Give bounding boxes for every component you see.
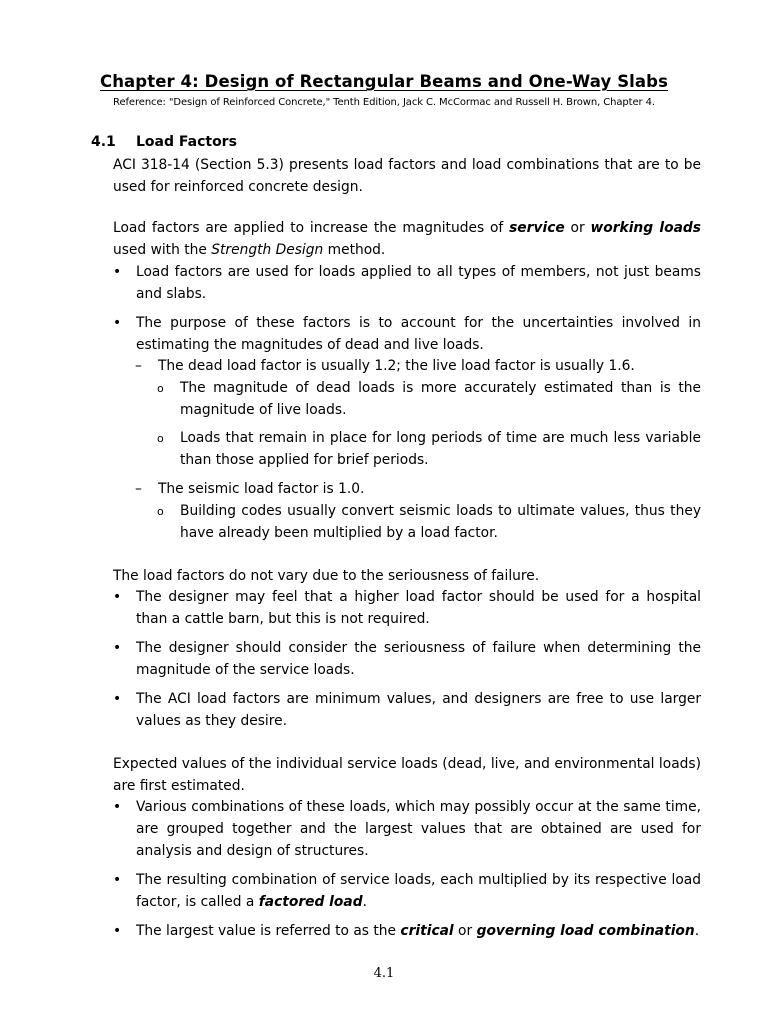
paragraph-seriousness: The load factors do not vary due to the seriousness of failure. [113, 568, 540, 584]
text-span: . [362, 893, 367, 910]
bullet-text: The purpose of these factors is to account for the uncertainties involved in estimating the magnitudes of dead and live loads. [136, 315, 701, 353]
bullet-item [113, 638, 701, 682]
text-span: used with the [113, 241, 212, 258]
bullet-text: Various combinations of these loads, which may possibly occur at the same time, are grouped together and the largest values that are obtained are used for analysis and design of structures. [136, 799, 701, 859]
bullet-item [113, 587, 701, 631]
dash-text: The dead load factor is usually 1.2; the live load factor is usually 1.6. [158, 358, 635, 374]
bullet-text: The designer should consider the seriousness of failure when determining the magnitude of the service loads. [136, 640, 701, 678]
sub-item [157, 378, 701, 422]
text-span: . [694, 923, 700, 939]
text-span: or [564, 220, 591, 236]
paragraph-load-factors [113, 218, 701, 262]
bullet-item [113, 689, 701, 733]
bullet-text: The ACI load factors are minimum values, and designers are free to use larger values as they desire. [136, 691, 701, 729]
term-service: service [509, 220, 565, 236]
bullet-item [113, 921, 701, 943]
bullet-item [113, 870, 701, 914]
dash-item [135, 356, 701, 378]
text-span: or [453, 923, 477, 939]
circle-marker: o [157, 382, 164, 395]
bullet-item [113, 262, 701, 306]
term-critical: critical [400, 923, 454, 939]
paragraph-expected-values: Expected values of the individual service loads (dead, live, and environmental loads) are first estimated. [113, 756, 701, 794]
text-span: The largest value is referred to as the [136, 923, 401, 939]
page-number: 4.1 [373, 966, 395, 981]
dash-marker: – [135, 358, 142, 374]
text-span: Load factors are applied to increase the magnitudes of [113, 220, 510, 236]
term-strength-design: Strength Design [211, 241, 324, 258]
bullet-marker: • [113, 799, 122, 815]
bullet-marker: • [113, 589, 122, 605]
section-number: 4.1 [91, 134, 116, 150]
section-title: Load Factors [136, 134, 237, 150]
circle-marker: o [157, 432, 164, 445]
chapter-title: Chapter 4: Design of Rectangular Beams and One-Way Slabs [100, 72, 668, 91]
text-span: method. [323, 241, 386, 258]
sub-text: The magnitude of dead loads is more accurately estimated than is the magnitude of live loads. [180, 380, 701, 418]
term-working-loads: working loads [590, 220, 701, 236]
section-heading [91, 134, 237, 150]
bullet-item [113, 797, 701, 862]
reference-line: Reference: "Design of Reinforced Concrete," Tenth Edition, Jack C. McCormac and Russell H. Brown, Chapter 4. [113, 97, 655, 108]
paragraph-intro: ACI 318-14 (Section 5.3) presents load factors and load combinations that are to be used for reinforced concrete design. [113, 157, 701, 195]
bullet-marker: • [113, 264, 122, 280]
bullet-text [136, 921, 701, 943]
bullet-text [136, 870, 701, 914]
sub-text: Loads that remain in place for long periods of time are much less variable than those applied for brief periods. [180, 430, 701, 468]
dash-item [135, 479, 701, 501]
dash-marker: – [135, 481, 142, 497]
sub-text: Building codes usually convert seismic loads to ultimate values, thus they have already been multiplied by a load factor. [180, 503, 701, 541]
bullet-marker: • [113, 872, 122, 888]
bullet-text: The designer may feel that a higher load factor should be used for a hospital than a cattle barn, but this is not required. [136, 589, 701, 627]
bullet-marker: • [113, 640, 122, 656]
bullet-marker: • [113, 315, 122, 331]
sub-item [157, 501, 701, 545]
text-span: The resulting combination of service loads, each multiplied by its respective load factor, is called a [136, 872, 701, 910]
bullet-marker: • [113, 923, 122, 939]
bullet-text: Load factors are used for loads applied to all types of members, not just beams and slabs. [136, 264, 701, 302]
circle-marker: o [157, 505, 164, 518]
sub-item [157, 428, 701, 472]
dash-text: The seismic load factor is 1.0. [158, 481, 365, 497]
term-governing-load-combination: governing load combination [476, 923, 695, 939]
bullet-item [113, 313, 701, 357]
bullet-marker: • [113, 691, 122, 707]
term-factored-load: factored load [258, 893, 363, 910]
